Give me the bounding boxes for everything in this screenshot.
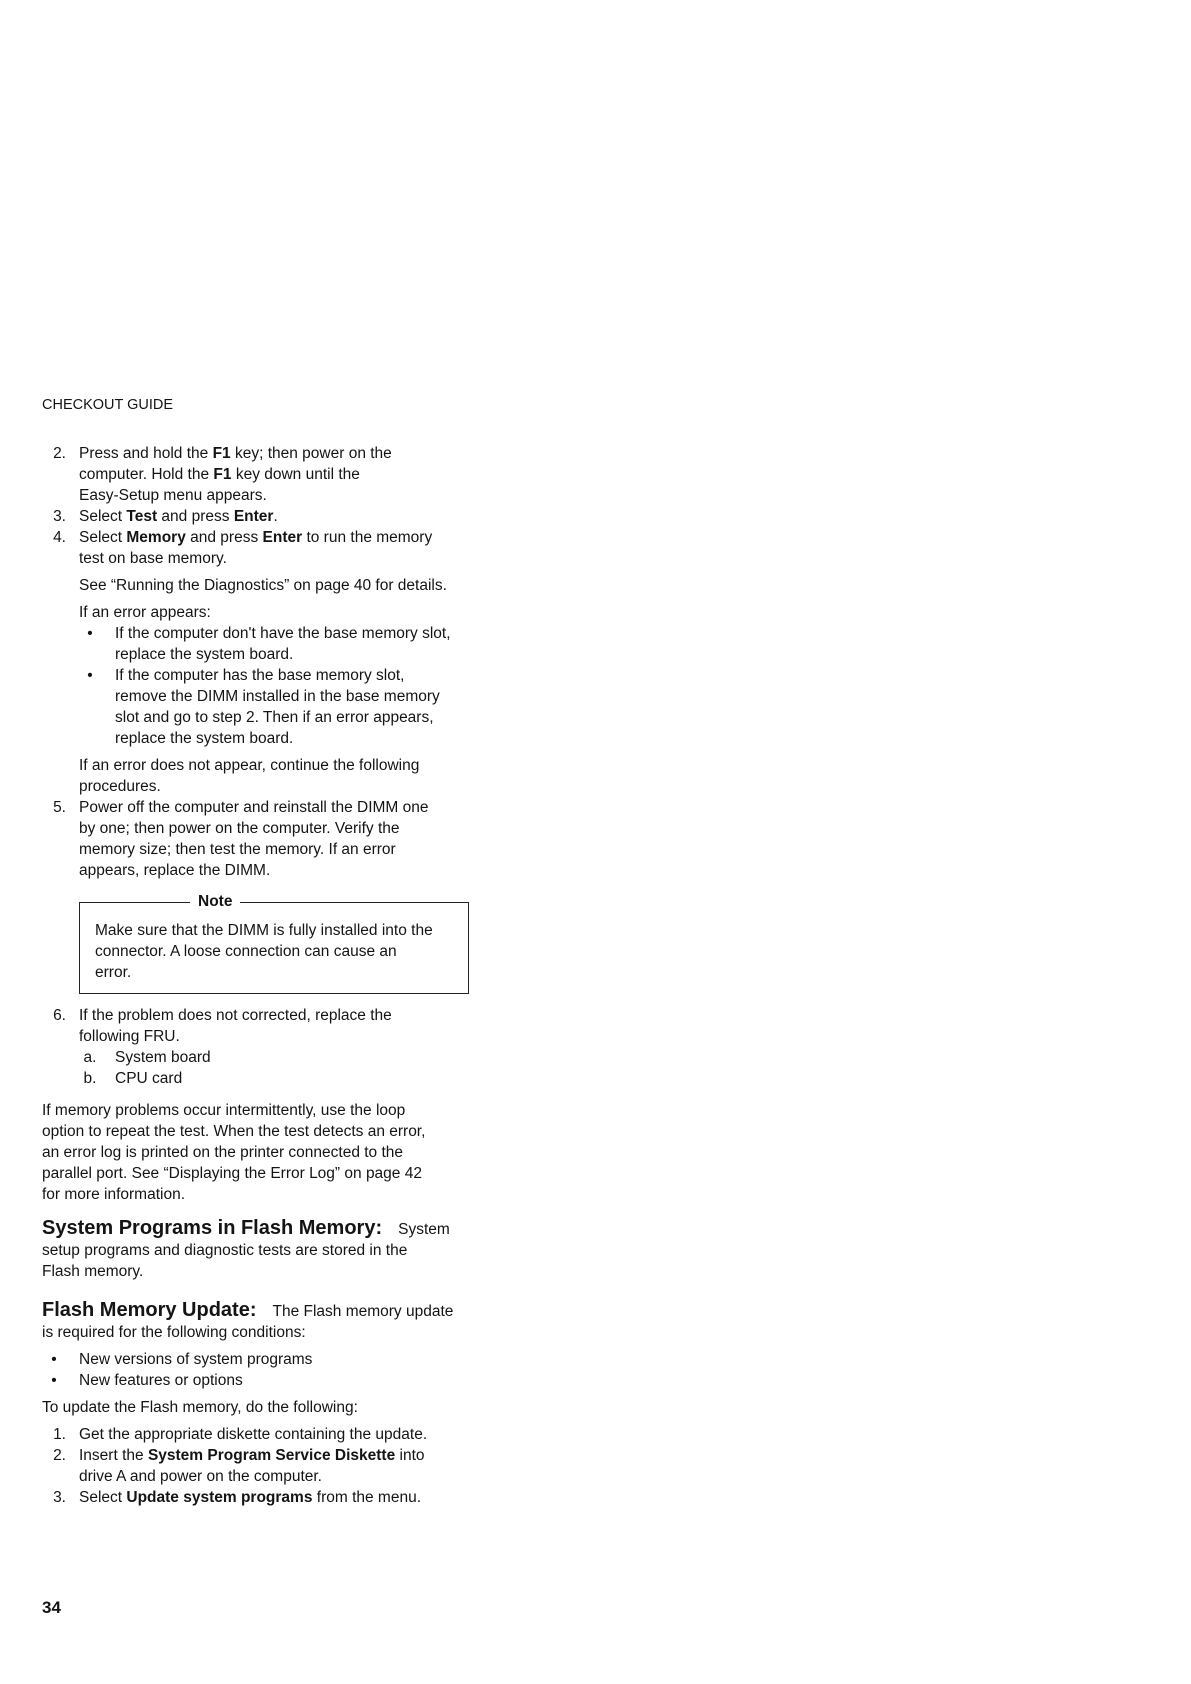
bullet-text-line: replace the system board. xyxy=(115,730,294,747)
step-text-line: test on base memory. xyxy=(79,550,227,567)
procedure-intro: To update the Flash memory, do the following: xyxy=(42,1399,358,1416)
key-name: F1 xyxy=(213,466,232,483)
section-first-line xyxy=(42,1218,482,1240)
key-name: Enter xyxy=(233,508,274,525)
note-text-line: Make sure that the DIMM is fully installed into the xyxy=(95,922,433,939)
step-number: 3. xyxy=(53,508,66,525)
step-6 xyxy=(42,1005,482,1047)
step-text-line: by one; then power on the computer. Verify the xyxy=(79,820,400,837)
bullet-item xyxy=(42,1370,482,1391)
text-line: If memory problems occur intermittently, use the loop xyxy=(42,1102,406,1119)
text-run: from the menu. xyxy=(312,1489,421,1506)
bullet-icon: • xyxy=(51,1372,57,1389)
step-number: 2. xyxy=(53,1447,66,1464)
bullet-text-line: replace the system board. xyxy=(115,646,294,663)
step-text-line xyxy=(79,527,482,548)
flash-update-section xyxy=(42,1300,482,1508)
sub-step-label: b. xyxy=(83,1070,97,1087)
bullet-text-line: slot and go to step 2. Then if an error appears, xyxy=(115,709,434,726)
text-run: into xyxy=(395,1447,425,1464)
bullet-text: New features or options xyxy=(79,1372,243,1389)
diskette-name: System Program Service Diskette xyxy=(147,1447,396,1464)
text-run: computer. Hold the xyxy=(79,466,214,483)
section-first-line xyxy=(42,1300,482,1322)
text-run: Select xyxy=(79,529,127,546)
step-3 xyxy=(42,506,482,527)
step-number: 1. xyxy=(53,1426,66,1443)
bullet-icon: • xyxy=(87,667,93,684)
step-text-line xyxy=(79,1487,482,1508)
bullet-item xyxy=(42,623,482,665)
text-line: is required for the following conditions: xyxy=(42,1324,306,1341)
step-number: 2. xyxy=(53,445,66,462)
text-run: The Flash memory update xyxy=(272,1303,454,1320)
cross-reference: See “Running the Diagnostics” on page 40 for details. xyxy=(79,577,447,594)
procedure-steps-top xyxy=(42,443,482,881)
bullet-icon: • xyxy=(51,1351,57,1368)
text-line: If an error does not appear, continue the following xyxy=(79,757,420,774)
text-line: an error log is printed on the printer connected to the xyxy=(42,1144,404,1161)
text-line: Flash memory. xyxy=(42,1263,144,1280)
condition-text xyxy=(42,755,482,797)
bullet-text-line: If the computer don't have the base memory slot, xyxy=(115,625,451,642)
step-text-line xyxy=(79,464,482,485)
update-step-3 xyxy=(42,1487,482,1508)
step-number: 6. xyxy=(53,1007,66,1024)
update-step-2 xyxy=(42,1445,482,1487)
update-step-1 xyxy=(42,1424,482,1445)
menu-option: Memory xyxy=(126,529,186,546)
step-6-block xyxy=(42,1005,482,1089)
step-text-line: following FRU. xyxy=(79,1028,180,1045)
bullet-item xyxy=(42,1349,482,1370)
text-line: procedures. xyxy=(79,778,161,795)
step-text-line: Power off the computer and reinstall the DIMM one xyxy=(79,799,429,816)
text-line: setup programs and diagnostic tests are stored in the xyxy=(42,1242,408,1259)
bullet-text-line: If the computer has the base memory slot, xyxy=(115,667,405,684)
note-box xyxy=(79,893,469,994)
running-header: CHECKOUT GUIDE xyxy=(42,397,174,413)
sub-step-label: a. xyxy=(83,1049,97,1066)
step-text-line: Easy-Setup menu appears. xyxy=(79,487,267,504)
text-run: Insert the xyxy=(79,1447,148,1464)
step-number: 3. xyxy=(53,1489,66,1506)
text-line: parallel port. See “Displaying the Error Log” on page 42 xyxy=(42,1165,422,1182)
text-run: System xyxy=(398,1221,450,1238)
step-text-line: drive A and power on the computer. xyxy=(79,1468,322,1485)
step-5 xyxy=(42,797,482,881)
fru-name: CPU card xyxy=(115,1070,183,1087)
system-programs-section xyxy=(42,1218,482,1282)
text-line: for more information. xyxy=(42,1186,185,1203)
step-text-line: Get the appropriate diskette containing the update. xyxy=(79,1426,428,1443)
text-line: option to repeat the test. When the test detects an error, xyxy=(42,1123,426,1140)
text-run: Select xyxy=(79,1489,127,1506)
text-run: key; then power on the xyxy=(230,445,392,462)
bullet-text-line: remove the DIMM installed in the base memory xyxy=(115,688,440,705)
text-run: Press and hold the xyxy=(79,445,213,462)
step-text-line: If the problem does not corrected, replace the xyxy=(79,1007,392,1024)
step-number: 4. xyxy=(53,529,66,546)
step-text-line xyxy=(79,1445,482,1466)
key-name: Enter xyxy=(262,529,303,546)
note-title: Note xyxy=(190,892,240,912)
intermittent-paragraph xyxy=(42,1100,482,1205)
fru-item xyxy=(42,1068,482,1089)
text-run: to run the memory xyxy=(302,529,433,546)
bullet-text: New versions of system programs xyxy=(79,1351,313,1368)
note-body xyxy=(95,920,465,983)
step-4 xyxy=(42,527,482,569)
condition-text: If an error appears: xyxy=(79,604,211,621)
fru-name: System board xyxy=(115,1049,211,1066)
step-2 xyxy=(42,443,482,506)
key-name: F1 xyxy=(212,445,231,462)
text-run: . xyxy=(273,508,278,525)
step-number: 5. xyxy=(53,799,66,816)
step-text-line: appears, replace the DIMM. xyxy=(79,862,271,879)
note-text-line: connector. A loose connection can cause an xyxy=(95,943,397,960)
note-text-line: error. xyxy=(95,964,132,981)
text-run: and press xyxy=(157,508,234,525)
text-run: key down until the xyxy=(231,466,360,483)
step-text-line: memory size; then test the memory. If an error xyxy=(79,841,396,858)
step-text-line xyxy=(79,506,482,527)
menu-option: Update system programs xyxy=(126,1489,313,1506)
bullet-item xyxy=(42,665,482,749)
section-heading: Flash Memory Update: xyxy=(42,1299,257,1321)
step-text-line xyxy=(79,443,482,464)
page-number: 34 xyxy=(42,1598,61,1617)
bullet-icon: • xyxy=(87,625,93,642)
fru-item xyxy=(42,1047,482,1068)
menu-option: Test xyxy=(126,508,158,525)
section-heading: System Programs in Flash Memory: xyxy=(42,1217,383,1239)
text-run: and press xyxy=(185,529,263,546)
text-run: Select xyxy=(79,508,127,525)
